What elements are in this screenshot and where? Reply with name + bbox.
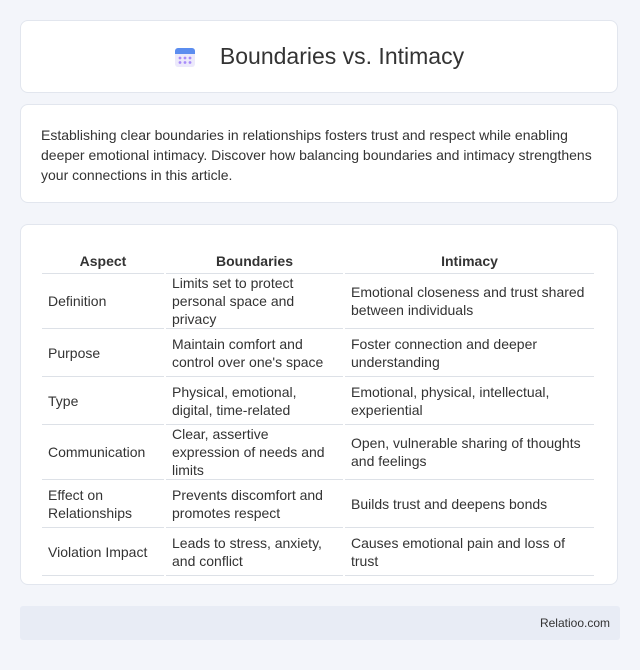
intimacy-cell: Builds trust and deepens bonds (345, 480, 594, 528)
aspect-cell: Purpose (42, 329, 164, 377)
aspect-cell: Violation Impact (42, 528, 164, 576)
footer-brand[interactable]: Relatioo.com (539, 616, 610, 630)
comparison-table (40, 245, 596, 576)
table-card (20, 224, 618, 585)
boundaries-cell: Limits set to protect personal space and privacy (166, 274, 343, 329)
boundaries-cell: Maintain comfort and control over one's space (166, 329, 343, 377)
table-row (42, 274, 594, 329)
title-card (20, 20, 618, 93)
boundaries-cell: Physical, emotional, digital, time-related (166, 377, 343, 425)
table-row (42, 329, 594, 377)
intimacy-cell: Emotional closeness and trust shared between individuals (345, 274, 594, 329)
aspect-cell: Effect on Relationships (42, 480, 164, 528)
footer (20, 606, 620, 640)
boundaries-cell: Leads to stress, anxiety, and conflict (166, 528, 343, 576)
calendar-icon (174, 46, 196, 68)
intimacy-cell: Emotional, physical, intellectual, experiential (345, 377, 594, 425)
boundaries-cell: Prevents discomfort and promotes respect (166, 480, 343, 528)
intimacy-cell: Open, vulnerable sharing of thoughts and feelings (345, 425, 594, 480)
header-boundaries: Boundaries (166, 245, 343, 274)
table-row (42, 377, 594, 425)
intro-text: Establishing clear boundaries in relationships fosters trust and respect while enabling deeper emotional intimacy. Discover how balancing boundaries and intimacy strengthens your connections in this article. (41, 127, 592, 183)
table-row (42, 480, 594, 528)
table-row (42, 425, 594, 480)
table-header-row (42, 245, 594, 274)
aspect-cell: Type (42, 377, 164, 425)
header-intimacy: Intimacy (345, 245, 594, 274)
page-title: Boundaries vs. Intimacy (219, 43, 465, 69)
boundaries-cell: Clear, assertive expression of needs and limits (166, 425, 343, 480)
intro-card (20, 104, 618, 203)
intimacy-cell: Causes emotional pain and loss of trust (345, 528, 594, 576)
aspect-cell: Communication (42, 425, 164, 480)
header-aspect: Aspect (42, 245, 164, 274)
table-row (42, 528, 594, 576)
intimacy-cell: Foster connection and deeper understanding (345, 329, 594, 377)
aspect-cell: Definition (42, 274, 164, 329)
